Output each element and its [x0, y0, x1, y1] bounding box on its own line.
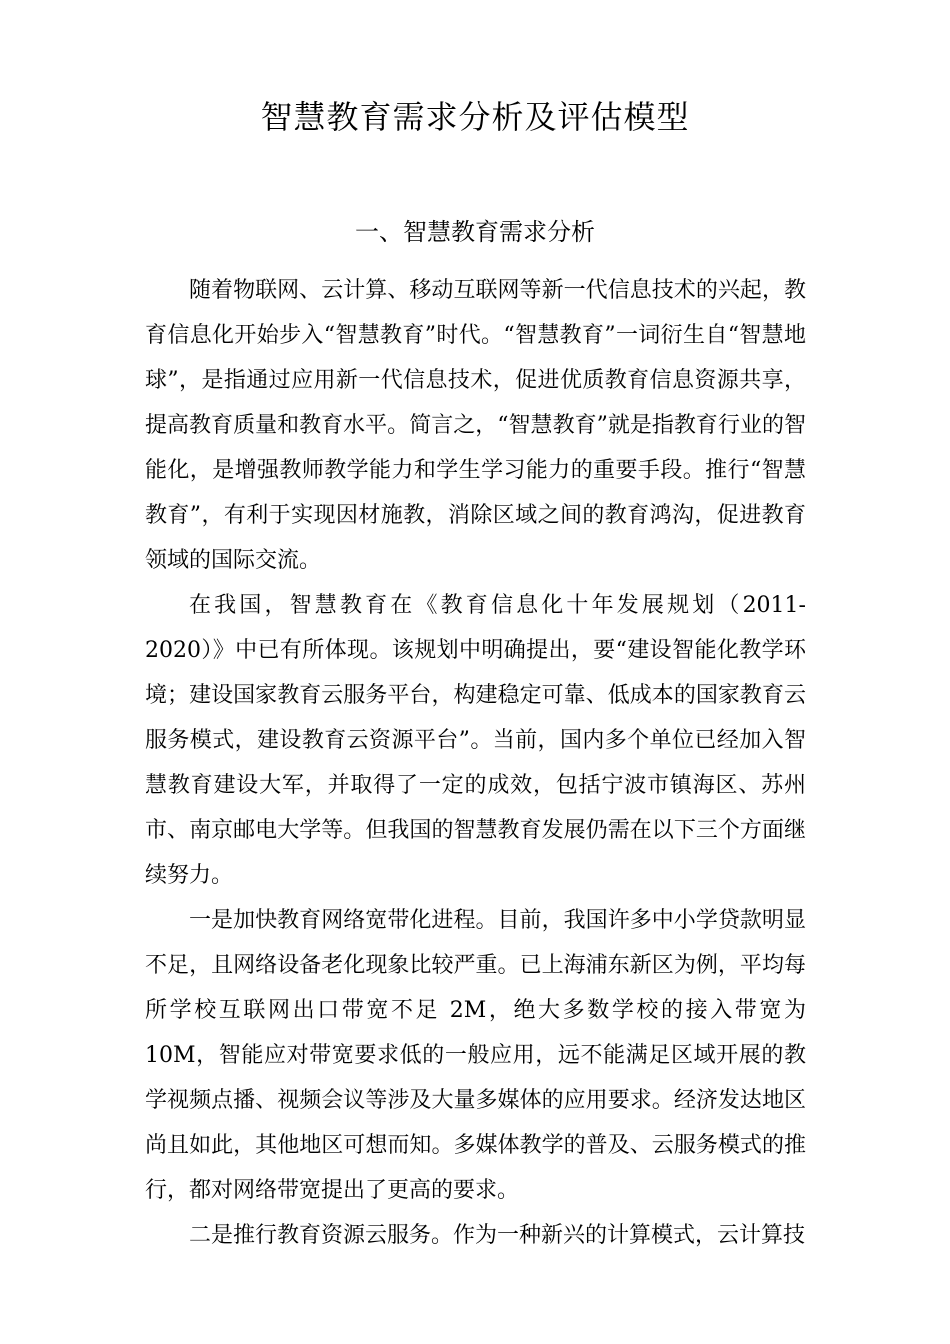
- paragraph-4: 二是推行教育资源云服务。作为一种新兴的计算模式，云计算技: [189, 1223, 806, 1248]
- paragraph-1: 随着物联网、云计算、移动互联网等新一代信息技术的兴起，教育信息化开始步入“智慧教育”时代。“智慧教育”一词衍生自“智慧地球”，是指通过应用新一代信息技术，促进优质教育信息资源共享，提高教育质量和教育水平。简言之，“智慧教育”就是指教育行业的智能化，是增强教师教学能力和学生学习能力的重要手段。推行“智慧教育”，有利于实现因材施教，消除区域之间的教育鸿沟，促进教育领域的国际交流。: [145, 278, 806, 573]
- document-body: [145, 268, 806, 1258]
- section-heading: 一、智慧教育需求分析: [355, 218, 595, 246]
- document-title: 智慧教育需求分析及评估模型: [260, 98, 690, 136]
- paragraph-3: 一是加快教育网络宽带化进程。目前，我国许多中小学贷款明显不足，且网络设备老化现象比较严重。已上海浦东新区为例，平均每所学校互联网出口带宽不足 2M，绝大多数学校的接入带宽为 10M，智能应对带宽要求低的一般应用，远不能满足区域开展的教学视频点播、视频会议等涉及大量多媒体的应用要求。经济发达地区尚且如此，其他地区可想而知。多媒体教学的普及、云服务模式的推行，都对网络带宽提出了更高的要求。: [145, 908, 806, 1203]
- paragraph-2: 在我国，智慧教育在《教育信息化十年发展规划（2011-2020）》中已有所体现。该规划中明确提出，要“建设智能化教学环境；建设国家教育云服务平台，构建稳定可靠、低成本的国家教育云服务模式，建设教育云资源平台”。当前，国内多个单位已经加入智慧教育建设大军，并取得了一定的成效，包括宁波市镇海区、苏州市、南京邮电大学等。但我国的智慧教育发展仍需在以下三个方面继续努力。: [145, 593, 806, 888]
